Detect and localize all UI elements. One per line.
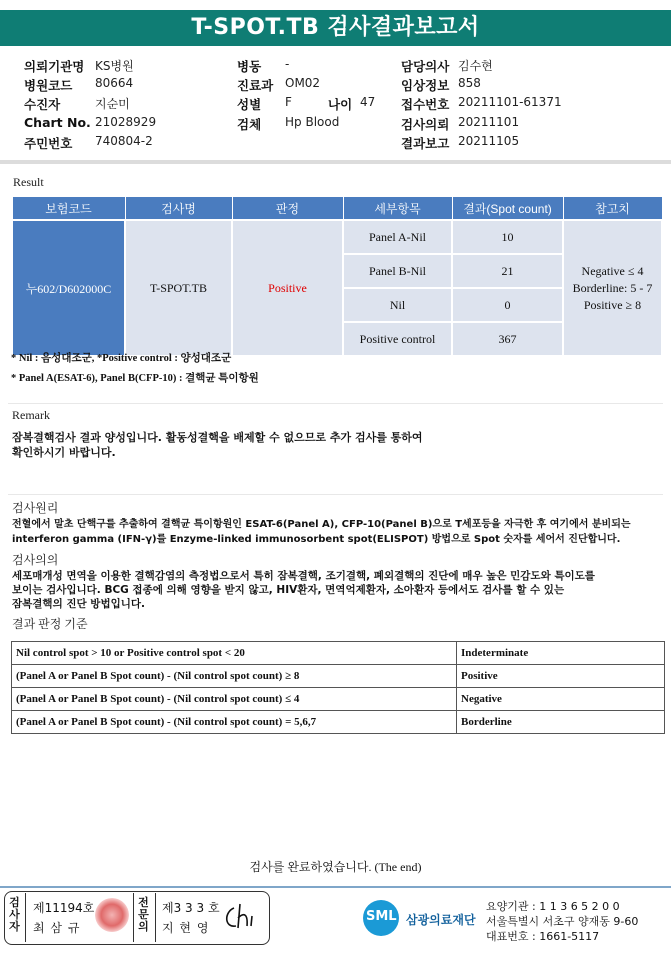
significance-label: 검사의의 bbox=[12, 553, 59, 567]
info-value: 858 bbox=[458, 76, 481, 90]
reference-range bbox=[563, 220, 662, 356]
table-row bbox=[12, 220, 662, 254]
principle-label: 검사원리 bbox=[12, 501, 59, 515]
info-value: 김수현 bbox=[458, 59, 493, 73]
col-header: 참고치 bbox=[563, 197, 662, 221]
insurance-code: 누602/D602000C bbox=[12, 220, 125, 356]
info-value: F bbox=[285, 95, 292, 109]
info-label: 검체 bbox=[237, 117, 262, 132]
reference-line: Positive ≥ 8 bbox=[583, 297, 642, 312]
info-label: 담당의사 bbox=[401, 59, 450, 74]
info-label: 주민번호 bbox=[24, 136, 73, 151]
info-value: 지순미 bbox=[95, 97, 130, 111]
info-value: 47 bbox=[360, 95, 376, 109]
vchar: 문 bbox=[138, 908, 149, 921]
info-label: 의뢰기관명 bbox=[24, 59, 85, 74]
footnote: * Nil : 음성대조군, *Positive control : 양성대조군 bbox=[11, 353, 232, 364]
vchar: 자 bbox=[9, 920, 20, 933]
info-label: 접수번호 bbox=[401, 97, 450, 112]
col-header: 보험코드 bbox=[12, 197, 125, 221]
divider bbox=[155, 893, 156, 942]
divider bbox=[8, 494, 663, 495]
signature-icon bbox=[222, 898, 262, 934]
detail-item: Nil bbox=[343, 288, 452, 322]
info-value: 80664 bbox=[95, 76, 134, 90]
info-label: 병동 bbox=[237, 59, 262, 74]
result-label: Result bbox=[13, 175, 44, 189]
spot-count: 21 bbox=[452, 254, 563, 288]
info-value: 20211101-61371 bbox=[458, 95, 562, 109]
spot-count: 0 bbox=[452, 288, 563, 322]
examiner-vertical-label bbox=[8, 897, 21, 933]
col-header: 결과(Spot count) bbox=[452, 197, 563, 221]
table-row bbox=[12, 711, 665, 734]
criteria-condition: (Panel A or Panel B Spot count) - (Nil control spot count) ≤ 4 bbox=[12, 688, 457, 711]
criteria-table bbox=[11, 641, 665, 734]
significance-line: 세포매개성 면역을 이용한 결핵감염의 측정법으로서 특히 잠복결핵, 조기결핵, 폐외결핵의 진단에 매우 높은 민감도와 특이도를 bbox=[12, 570, 595, 582]
specialist-license: 제3 3 3 호 bbox=[162, 901, 220, 915]
principle-line: interferon gamma (IFN-γ)를 Enzyme-linked immunosorbent spot(ELISPOT) 방법으로 Spot 숫자를 세어서 진단합니다. bbox=[12, 534, 621, 545]
significance-text bbox=[12, 569, 662, 611]
criteria-result: Positive bbox=[457, 665, 665, 688]
seal-stamp bbox=[95, 898, 129, 932]
specialist-vertical-label bbox=[137, 897, 150, 933]
judgement: Positive bbox=[232, 220, 343, 356]
info-value: 21028929 bbox=[95, 115, 157, 129]
info-value: Hp Blood bbox=[285, 115, 340, 129]
info-value: OM02 bbox=[285, 76, 321, 90]
header-divider bbox=[0, 160, 671, 164]
info-value: - bbox=[285, 57, 290, 71]
remark-line: 확인하시기 바랍니다. bbox=[12, 446, 116, 459]
criteria-condition: (Panel A or Panel B Spot count) - (Nil control spot count) ≥ 8 bbox=[12, 665, 457, 688]
table-row bbox=[12, 688, 665, 711]
info-value: KS병원 bbox=[95, 59, 134, 73]
principle-line: 전혈에서 말초 단핵구를 추출하여 결핵균 특이항원인 ESAT-6(Panel A), CFP-10(Panel B)으로 T세포등을 자극한 후 여기에서 분비되는 bbox=[12, 519, 631, 530]
company-name: 삼광의료재단 bbox=[406, 913, 476, 927]
significance-line: 보이는 검사입니다. BCG 접종에 의해 영향을 받지 않고, HIV환자, 면역억제환자, 소아환자 등에서도 검사를 할 수 있는 bbox=[12, 584, 565, 596]
criteria-condition: (Panel A or Panel B Spot count) - (Nil control spot count) = 5,6,7 bbox=[12, 711, 457, 734]
criteria-result: Indeterminate bbox=[457, 642, 665, 665]
spot-count: 367 bbox=[452, 322, 563, 356]
logo-text: SML bbox=[366, 909, 397, 924]
footer-divider bbox=[0, 886, 671, 888]
footnote: * Panel A(ESAT-6), Panel B(CFP-10) : 결핵균 특이항원 bbox=[11, 373, 259, 384]
address: 서울특별시 서초구 양재동 9-60 bbox=[486, 915, 639, 928]
org-code: 요양기관 : 1 1 3 6 5 2 0 0 bbox=[486, 900, 620, 913]
significance-line: 잠복결핵의 진단 방법입니다. bbox=[12, 598, 146, 610]
end-text: 검사를 완료하였습니다. (The end) bbox=[249, 860, 422, 874]
col-header: 세부항목 bbox=[343, 197, 452, 221]
vchar: 사 bbox=[9, 908, 20, 921]
report-title: T-SPOT.TB 검사결과보고서 bbox=[0, 10, 671, 46]
table-row bbox=[12, 665, 665, 688]
reference-line: Negative ≤ 4 bbox=[581, 263, 644, 278]
divider bbox=[25, 893, 26, 942]
criteria-condition: Nil control spot > 10 or Positive control spot < 20 bbox=[12, 642, 457, 665]
remark-line: 잠복결핵검사 결과 양성입니다. 활동성결핵을 배제할 수 없으므로 추가 검사를 통하여 bbox=[12, 431, 423, 444]
info-label: 임상정보 bbox=[401, 78, 450, 93]
info-label: 결과보고 bbox=[401, 136, 450, 151]
test-name: T-SPOT.TB bbox=[125, 220, 232, 356]
vchar: 전 bbox=[138, 896, 149, 909]
info-label: 수진자 bbox=[24, 97, 61, 112]
examiner-name: 최 삼 규 bbox=[33, 921, 81, 935]
remark-label: Remark bbox=[12, 408, 50, 422]
vchar: 검 bbox=[9, 896, 20, 909]
col-header: 검사명 bbox=[125, 197, 232, 221]
detail-item: Positive control bbox=[343, 322, 452, 356]
info-label: Chart No. bbox=[24, 115, 91, 130]
criteria-result: Borderline bbox=[457, 711, 665, 734]
info-label: 병원코드 bbox=[24, 78, 73, 93]
info-value: 20211101 bbox=[458, 115, 520, 129]
detail-item: Panel B-Nil bbox=[343, 254, 452, 288]
divider bbox=[133, 893, 134, 942]
phone: 대표번호 : 1661-5117 bbox=[486, 930, 600, 943]
criteria-result: Negative bbox=[457, 688, 665, 711]
info-value: 20211105 bbox=[458, 134, 520, 148]
principle-text bbox=[12, 517, 662, 547]
reference-line: Borderline: 5 - 7 bbox=[572, 280, 653, 295]
table-row bbox=[12, 642, 665, 665]
specialist-name: 지 현 영 bbox=[162, 921, 210, 935]
vchar: 의 bbox=[138, 920, 149, 933]
divider bbox=[8, 403, 663, 404]
info-label: 성별 bbox=[237, 97, 262, 112]
remark-text bbox=[12, 430, 662, 460]
info-value: 740804-2 bbox=[95, 134, 153, 148]
col-header: 판정 bbox=[232, 197, 343, 221]
result-header-row bbox=[12, 197, 662, 221]
result-table bbox=[11, 196, 663, 357]
info-label: 나이 bbox=[328, 97, 353, 112]
criteria-label: 결과 판정 기준 bbox=[12, 617, 88, 631]
info-label: 검사의뢰 bbox=[401, 117, 450, 132]
info-label: 진료과 bbox=[237, 78, 274, 93]
examiner-license: 제11194호 bbox=[33, 901, 95, 915]
spot-count: 10 bbox=[452, 220, 563, 254]
detail-item: Panel A-Nil bbox=[343, 220, 452, 254]
